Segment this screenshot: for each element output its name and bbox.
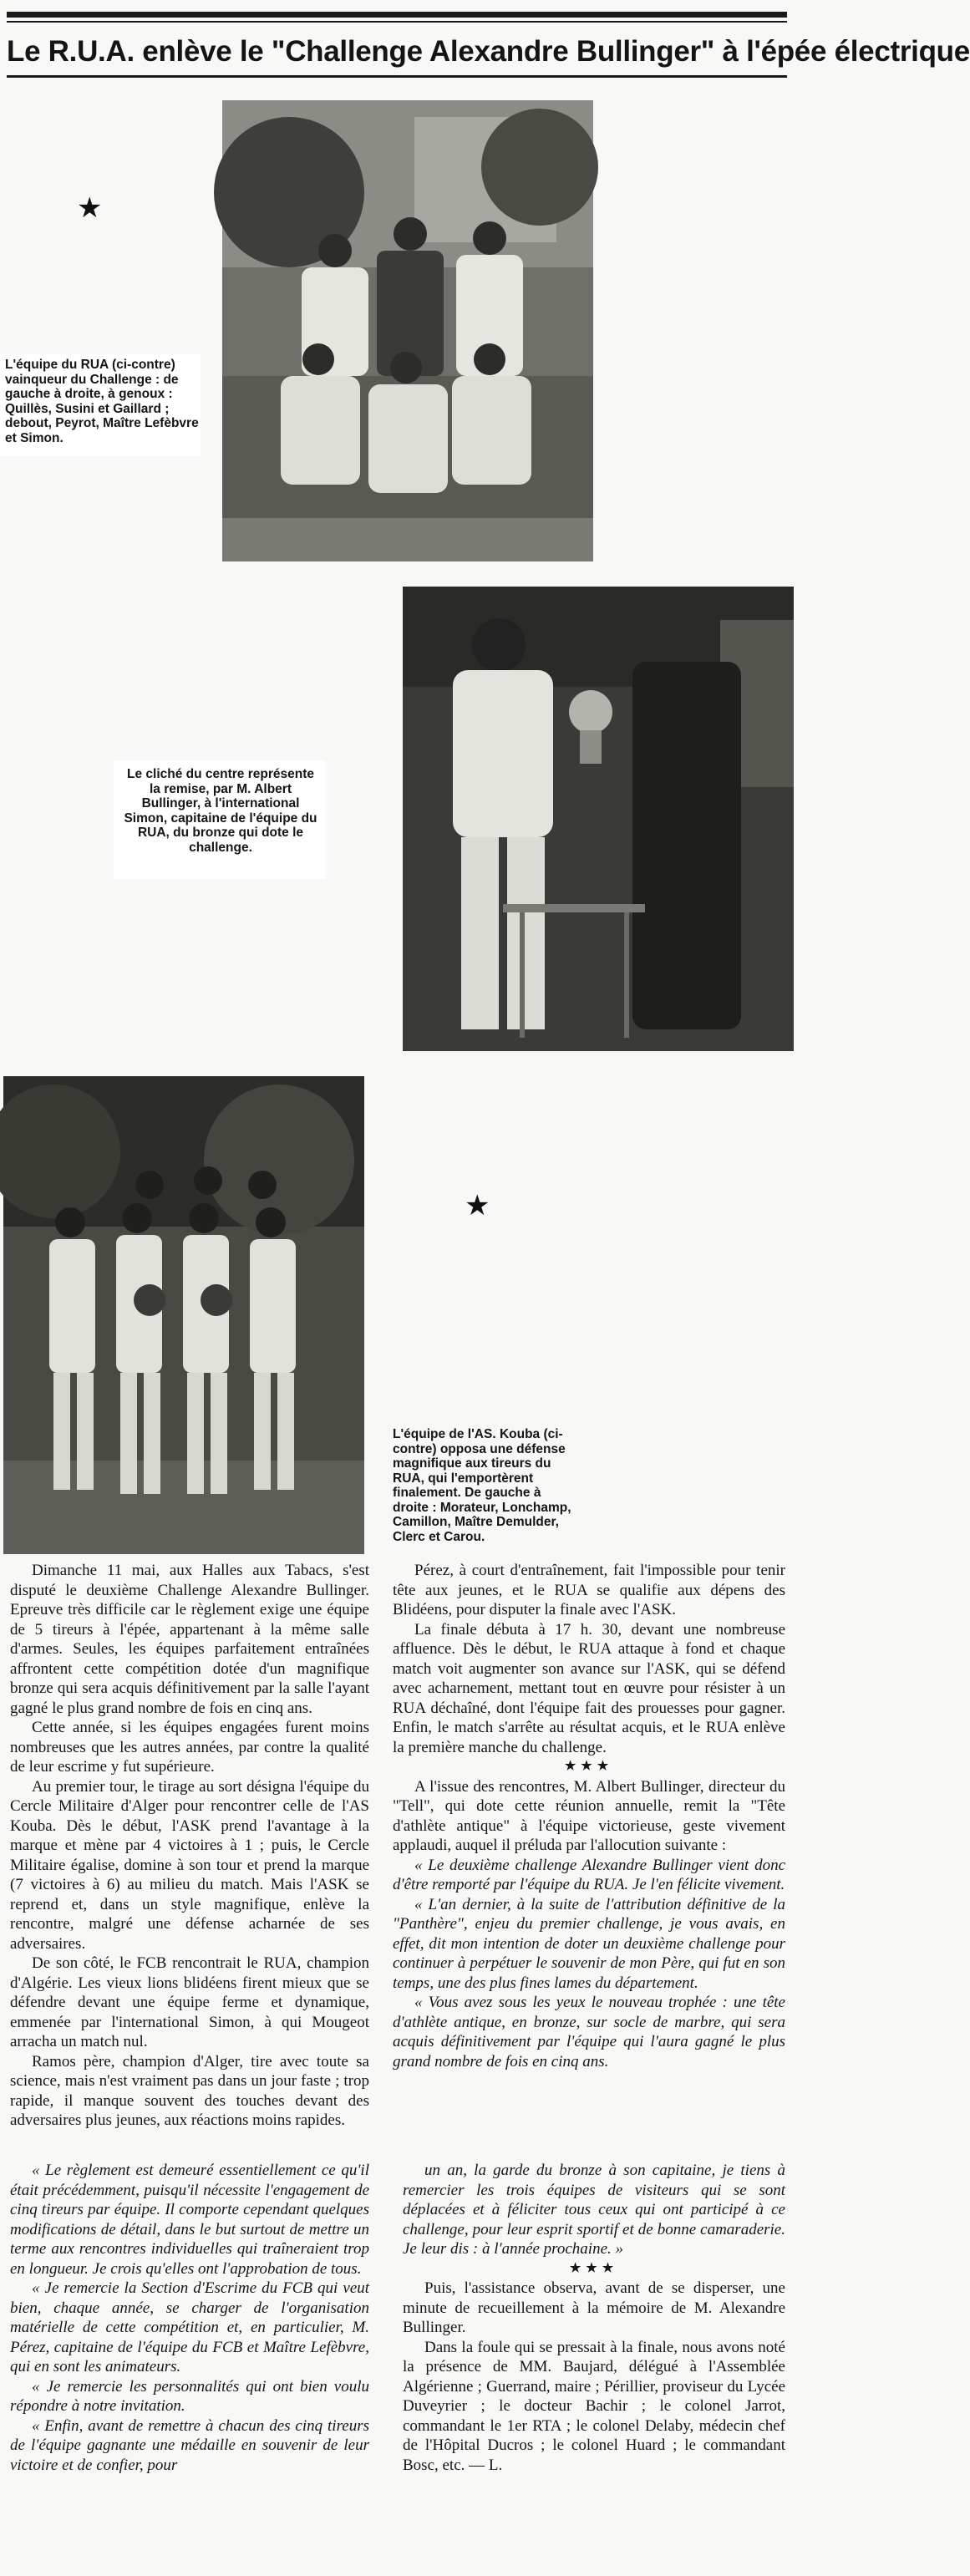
star-ornament-1: ★ <box>77 191 103 225</box>
section-separator: ★★★ <box>569 2261 619 2275</box>
headline-underline <box>7 75 787 78</box>
article-bottom-column-left <box>10 2161 369 2475</box>
paragraph: A l'issue des rencontres, M. Albert Bullinger, directeur du "Tell", qui dote cette réunion annuelle, remit la "Tête d'athlète antique" à l'équipe victorieuse, geste vivement applaudi, auquel il préluda par l'allocution suivante : <box>393 1777 785 1854</box>
photo-as-kouba-team <box>3 1076 364 1554</box>
quote-paragraph: « Vous avez sous les yeux le nouveau trophée : une tête d'athlète antique, en bronze, sur socle de marbre, qui sera acquis définitivement par l'équipe qui l'aura gagné le plus grand nombre de fois en cinq ans. <box>393 1994 785 2070</box>
photo-rua-team <box>222 100 593 561</box>
caption-as-kouba-team: L'équipe de l'AS. Kouba (ci-contre) opposa une défense magnifique aux tireurs du RUA, qui l'emportèrent finalement. De gauche à droite : Morateur, Lonchamp, Camillon, Maître Demulder, Clerc et Carou. <box>393 1427 571 1544</box>
paragraph: Ramos père, champion d'Alger, tire avec toute sa science, mais n'est vraiment pas dans un jour faste ; trop rapide, il manque souvent des touches devant des adversaires plus jeunes, aux réactions moins rapides. <box>10 2052 369 2129</box>
section-separator: ★★★ <box>564 1760 614 1773</box>
quote-paragraph: « Le règlement est demeuré essentiellement ce qu'il était précédemment, puisqu'il nécessite l'engagement de cinq tireurs par équipe. Il comporte cependant quelques modifications de détail, dans le but surtout de mettre un terme aux rencontres individuelles qui traîneraient trop en longueur. Je crois qu'elles ont l'approbation de tous. <box>10 2162 369 2278</box>
quote-paragraph: « Je remercie la Section d'Escrime du FCB qui veut bien, chaque année, se charger de l'organisation matérielle de cette compétition et, en particulier, M. Pérez, capitaine de l'équipe du FCB et Maître Lefèbvre, qui en sont les animateurs. <box>10 2279 369 2375</box>
paragraph: De son côté, le FCB rencontrait le RUA, champion d'Algérie. Les vieux lions blidéens firent mieux que se défendre devant une équipe ferme et dynamique, emmenée par l'international Simon, à qui Mougeot arracha un match nul. <box>10 1954 369 2050</box>
paragraph: Dimanche 11 mai, aux Halles aux Tabacs, s'est disputé le deuxième Challenge Alexandre Bullinger. Epreuve très difficile car le règlement exige une équipe de 5 tireurs à l'épée, appartenant à la même salle d'armes. Seules, les équipes parfaitement entraînées affrontent cette compétition dotée d'un magnifique bronze qui sera acquis définitivement par la salle l'ayant gagné le plus grand nombre de fois en cinq ans. <box>10 1562 369 1717</box>
quote-paragraph: un an, la garde du bronze à son capitaine, je tiens à remercier les trois équipes de visiteurs qui se sont déplacées et à féliciter tous ceux qui ont participé à ce challenge, pour leur esprit sportif et de bonne camaraderie. Je leur dis : à l'année prochaine. » <box>403 2162 785 2258</box>
quote-paragraph: « Enfin, avant de remettre à chacun des cinq tireurs de l'équipe gagnante une médaille en souvenir de leur victoire et de confier, pour <box>10 2416 369 2474</box>
paragraph: Pérez, à court d'entraînement, fait l'impossible pour tenir tête aux jeunes, et le RUA se qualifie aux dépens des Blidéens, pour disputer la finale avec l'ASK. <box>393 1562 785 1618</box>
paragraph: Cette année, si les équipes engagées furent moins nombreuses que les autres années, par contre la qualité de leur escrime y fut supérieure. <box>10 1719 369 1776</box>
photo-trophy-presentation <box>403 587 794 1051</box>
quote-paragraph: « L'an dernier, à la suite de l'attribution définitive de la "Panthère", enjeu du premier challenge, je vous avais, en effet, dit mon intention de doter un deuxième challenge pour continuer à perpétuer le souvenir de mon Père, qui fut en son temps, une des plus fines lames du département. <box>393 1895 785 1992</box>
top-rule-thin <box>7 21 787 23</box>
top-rule-thick <box>7 12 787 18</box>
paragraph: La finale débuta à 17 h. 30, devant une nombreuse affluence. Dès le début, le RUA attaque à fond et chaque match voit augmenter son avance sur l'ASK, qui se défend avec acharnement, mettant tout en œuvre pour résister à un RUA déchaîné, dont l'équipe fait des prouesses pour gagner. Enfin, le match s'arrête au résultat acquis, et le RUA enlève la première manche du challenge. <box>393 1620 785 1756</box>
paragraph: Puis, l'assistance observa, avant de se disperser, une minute de recueillement à la mémoire de M. Alexandre Bullinger. <box>403 2279 785 2336</box>
star-ornament-2: ★ <box>465 1189 490 1222</box>
caption-trophy-presentation: Le cliché du centre représente la remise, par M. Albert Bullinger, à l'international Simon, capitaine de l'équipe du RUA, du bronze qui dote le challenge. <box>114 760 326 879</box>
article-bottom-column-right <box>403 2161 785 2475</box>
article-column-right <box>393 1561 785 2071</box>
article-column-left <box>10 1561 369 2131</box>
caption-rua-team: L'équipe du RUA (ci-contre) vainqueur du Challenge : de gauche à droite, à genoux : Quillès, Susini et Gaillard ; debout, Peyrot, Maître Lefèbvre et Simon. <box>0 354 201 456</box>
quote-paragraph: « Je remercie les personnalités qui ont bien voulu répondre à notre invitation. <box>10 2377 369 2415</box>
paragraph: Dans la foule qui se pressait à la finale, nous avons noté la présence de MM. Baujard, délégué à l'Assemblée Algérienne ; Guerrand, maire ; Périllier, proviseur du Lycée Duveyrier ; le docteur Bachir ; le colonel Jarrot, commandant le 1er RTA ; le colonel Delaby, médecin chef de l'Hôpital Ducros ; le colonel Huard ; le commandant Bosc, etc. — L. <box>403 2338 785 2474</box>
headline: Le R.U.A. enlève le "Challenge Alexandre Bullinger" à l'épée électrique <box>7 35 970 68</box>
paragraph: Au premier tour, le tirage au sort désigna l'équipe du Cercle Militaire d'Alger pour rencontrer celle de l'AS Kouba. Dès le début, l'ASK prend l'avantage à la marque et mène par 4 victoires à 1 ; puis, le Cercle Militaire égalise, domine à son tour et prend la marque (7 victoires à 6) au milieu du match. Mais l'ASK se reprend et, dans un style magnifique, enlève la rencontre, malgré une défense acharnée de ses adversaires. <box>10 1777 369 1953</box>
quote-paragraph: « Le deuxième challenge Alexandre Bullinger vient donc d'être remporté par l'équipe du RUA. Je l'en félicite vivement. <box>393 1856 785 1893</box>
